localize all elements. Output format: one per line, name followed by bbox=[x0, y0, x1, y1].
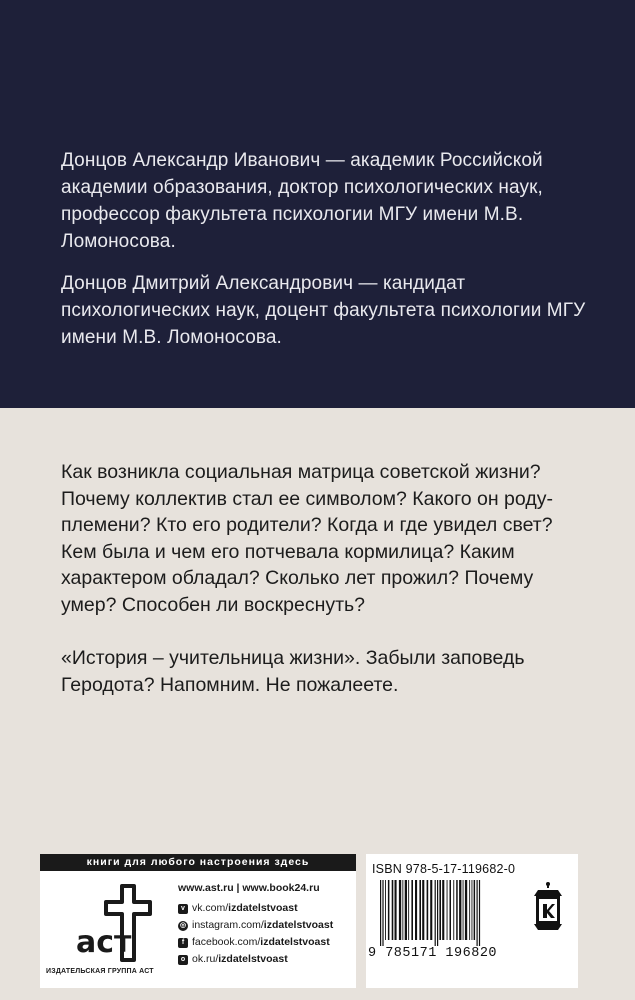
barcode bbox=[378, 880, 523, 946]
social-link-prefix: vk.com/ bbox=[192, 902, 229, 914]
barcode-bar bbox=[415, 880, 417, 940]
barcode-bar bbox=[380, 880, 381, 946]
author-bio-1: Донцов Александр Иванович — академик Российской академии образования, доктор психологических наук, профессор факультета психологии МГУ имени М.В. Ломоносова. bbox=[61, 150, 543, 252]
barcode-bar bbox=[399, 880, 401, 940]
barcode-bar bbox=[435, 880, 436, 946]
author-bio-2: Донцов Дмитрий Александрович — кандидат психологических наук, доцент факультета психологии МГУ имени М.В. Ломоносова. bbox=[61, 273, 586, 348]
ast-logo bbox=[58, 880, 158, 980]
social-link-ok[interactable] bbox=[178, 951, 353, 968]
barcode-bar bbox=[459, 880, 461, 940]
barcode-bar bbox=[388, 880, 390, 940]
barcode-bar bbox=[442, 880, 444, 940]
instagram-icon: ◎ bbox=[179, 921, 187, 929]
barcode-bar bbox=[465, 880, 467, 940]
barcode-bar bbox=[395, 880, 397, 940]
publisher-name: ИЗДАТЕЛЬСКАЯ ГРУППА АСТ bbox=[46, 968, 154, 975]
barcode-bar bbox=[477, 880, 478, 946]
barcode-bar bbox=[408, 880, 409, 940]
barcode-bar bbox=[447, 880, 448, 940]
publisher-websites[interactable]: www.ast.ru | www.book24.ru bbox=[178, 882, 320, 894]
social-link-prefix: ok.ru/ bbox=[192, 953, 219, 965]
barcode-bar bbox=[479, 880, 480, 946]
social-link-handle: izdatelstvoast bbox=[263, 919, 334, 931]
barcode-bar bbox=[450, 880, 452, 940]
social-link-prefix: facebook.com/ bbox=[192, 936, 261, 948]
facebook-icon: f bbox=[178, 938, 188, 948]
publisher-tagline: книги для любого настроения здесь bbox=[40, 854, 356, 871]
social-link-vk[interactable] bbox=[178, 900, 353, 917]
isbn-label: ISBN 978-5-17-119682-0 bbox=[372, 862, 516, 876]
barcode-bar bbox=[463, 880, 464, 940]
social-link-instagram[interactable] bbox=[178, 917, 353, 934]
barcode-bar bbox=[402, 880, 403, 940]
social-link-handle: izdatelstvoast bbox=[260, 936, 330, 948]
publisher-links bbox=[178, 880, 353, 968]
ok-icon: o bbox=[178, 955, 188, 965]
barcode-bar bbox=[419, 880, 421, 940]
barcode-bar bbox=[453, 880, 454, 940]
barcode-bar bbox=[405, 880, 407, 940]
lantern-icon bbox=[530, 880, 566, 936]
ast-logo-text: аст bbox=[76, 925, 132, 960]
barcode-bar bbox=[437, 880, 438, 946]
barcode-bar bbox=[392, 880, 394, 940]
vk-icon: v bbox=[178, 904, 188, 914]
barcode-bar bbox=[474, 880, 476, 940]
barcode-bar bbox=[472, 880, 473, 940]
barcode-bar bbox=[430, 880, 432, 940]
barcode-bar bbox=[469, 880, 470, 940]
barcode-bar bbox=[427, 880, 429, 940]
blurb-questions: Как возникла социальная матрица советской жизни? Почему коллектив стал ее символом? Какого он роду-племени? Кто его родители? Когда и где увидел свет? Кем была и чем его потчевала кормилица? Каким характером обладал? Сколько лет прожил? Почему умер? Способен ли воскреснуть? bbox=[61, 461, 553, 616]
blurb-quote: «История – учительница жизни». Забыли заповедь Геродота? Напомним. Не пожалеете. bbox=[61, 647, 525, 696]
social-link-prefix: instagram.com/ bbox=[192, 919, 264, 931]
barcode-bar bbox=[411, 880, 413, 940]
barcode-bar bbox=[439, 880, 441, 940]
barcode-bar bbox=[385, 880, 386, 940]
barcode-bar bbox=[382, 880, 383, 946]
social-link-handle: izdatelstvoast bbox=[218, 953, 288, 965]
barcode-digits: 9 785171 196820 bbox=[368, 946, 498, 961]
social-link-facebook[interactable] bbox=[178, 934, 353, 951]
barcode-bar bbox=[456, 880, 458, 940]
social-link-handle: izdatelstvoast bbox=[228, 902, 298, 914]
barcode-bar bbox=[422, 880, 424, 940]
